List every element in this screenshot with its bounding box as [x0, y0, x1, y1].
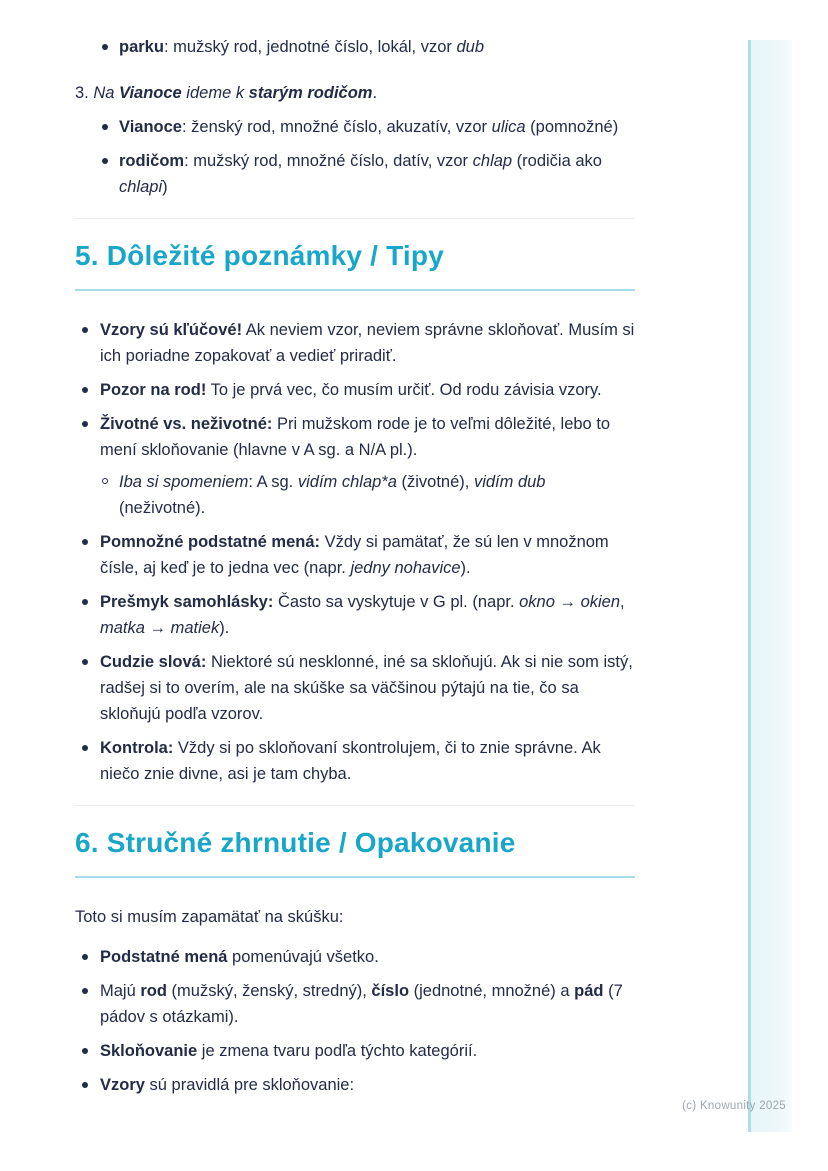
text-run: sú pravidlá pre skloňovanie:	[144, 1076, 355, 1094]
text-run: pomenúvajú všetko.	[227, 948, 379, 966]
bullet-icon	[82, 954, 88, 960]
text-run: rod	[140, 982, 167, 1000]
text-run: Vianoce	[119, 118, 182, 136]
text-run: rodičom	[119, 152, 185, 170]
text-run: číslo	[371, 982, 410, 1000]
text-run: vidím dub	[473, 473, 546, 491]
text-run: Majú	[100, 982, 141, 1000]
section-divider	[75, 218, 635, 219]
list-item	[75, 1072, 635, 1098]
text-run: starým rodičom	[248, 84, 373, 102]
list-item	[75, 1038, 635, 1064]
bullet-icon	[82, 659, 88, 665]
list-item-text	[100, 982, 623, 1026]
text-run: matka	[100, 619, 145, 637]
list-item-text	[119, 118, 618, 136]
text-run: Prešmyk samohlásky:	[100, 593, 274, 611]
text-run: Kontrola:	[100, 739, 174, 757]
list-item	[75, 377, 635, 403]
text-run: Vždy si pamätať, že sú len v množnom čísle, aj keď je to jedna vec (napr.	[100, 533, 609, 577]
list-item	[75, 529, 635, 581]
text-run: chlap	[472, 152, 513, 170]
list-item-text	[119, 38, 484, 56]
list-item-text	[100, 321, 634, 365]
sub-bullet-icon	[102, 478, 108, 484]
list-item-text	[100, 948, 379, 966]
text-run: Vždy si po skloňovaní skontrolujem, či to znie správne. Ak niečo znie divne, asi je tam chyba.	[100, 739, 601, 783]
list-item-text	[100, 593, 625, 637]
bullet-icon	[82, 988, 88, 994]
text-run: Často sa vyskytuje v G pl. (napr.	[273, 593, 520, 611]
text-run: →	[554, 593, 581, 611]
text-run: )	[162, 178, 168, 196]
text-run: .	[372, 84, 378, 102]
list-item-text	[100, 739, 601, 783]
list-item	[75, 148, 635, 200]
text-run: Pomnožné podstatné mená:	[100, 533, 321, 551]
bullet-icon	[82, 1048, 88, 1054]
list-item-text	[100, 1042, 477, 1060]
text-run: (životné),	[396, 473, 474, 491]
text-run: Na	[93, 84, 120, 102]
text-run: ideme k	[181, 84, 249, 102]
section-heading: 5. Dôležité poznámky / Tipy	[75, 237, 635, 291]
bullet-icon	[82, 327, 88, 333]
document-content	[75, 0, 635, 1098]
text-run: Pozor na rod!	[100, 381, 207, 399]
text-run: Cudzie slová:	[100, 653, 207, 671]
text-run: ulica	[491, 118, 526, 136]
text-run: jedny nohavice	[350, 559, 461, 577]
text-run: Pri mužskom rode je to veľmi dôležité, lebo to mení skloňovanie (hlavne v A sg. a N/A pl.).	[100, 415, 611, 459]
list-item	[75, 34, 635, 60]
text-run: vidím chlap*a	[297, 473, 397, 491]
text-run: Iba si spomeniem	[119, 473, 249, 491]
list-item	[75, 978, 635, 1030]
bullet-icon	[82, 745, 88, 751]
list-item-text	[100, 415, 610, 459]
list-item	[75, 469, 635, 521]
bullet-icon	[82, 599, 88, 605]
text-run: Ak neviem vzor, neviem správne skloňovať. Musím si ich poriadne zopakovať a vedieť priradiť.	[100, 321, 635, 365]
text-run: Podstatné mená	[100, 948, 228, 966]
bullet-icon	[102, 44, 108, 50]
list-item-text	[119, 473, 546, 517]
text-run: (rodičia ako	[512, 152, 602, 170]
text-run: Vzory	[100, 1076, 145, 1094]
text-run: Životné vs. neživotné:	[100, 415, 273, 433]
text-run: Vianoce	[119, 84, 182, 102]
text-run: parku	[119, 38, 164, 56]
list-item-text	[100, 381, 602, 399]
text-run: pád	[574, 982, 604, 1000]
text-run: chlapi	[119, 178, 163, 196]
text-run: Niektoré sú nesklonné, iné sa skloňujú. Ak si nie som istý, radšej si to overím, ale na skúške sa väčšinou pýtajú na tie, čo sa skloňujú podľa vzorov.	[100, 653, 633, 723]
text-run: (mužský, ženský, stredný),	[166, 982, 372, 1000]
list-item	[75, 589, 635, 641]
bullet-icon	[82, 1082, 88, 1088]
list-item	[75, 317, 635, 369]
list-item-text	[100, 533, 609, 577]
text-run: ,	[620, 593, 625, 611]
section-heading: 6. Stručné zhrnutie / Opakovanie	[75, 824, 635, 878]
list-item	[75, 735, 635, 787]
list-item-text	[100, 1076, 354, 1094]
text-run: je zmena tvaru podľa týchto kategórií.	[197, 1042, 478, 1060]
text-run: : A sg.	[248, 473, 298, 491]
copyright-watermark: (c) Knowunity 2025	[682, 1100, 786, 1112]
text-run: (7 pádov s otázkami).	[100, 982, 623, 1026]
list-number: 3.	[75, 84, 94, 102]
text-run: okno	[519, 593, 555, 611]
text-run: (neživotné).	[119, 499, 206, 517]
text-run: (jednotné, množné) a	[409, 982, 575, 1000]
text-run: Vzory sú kľúčové!	[100, 321, 243, 339]
bullet-icon	[102, 124, 108, 130]
text-run: : mužský rod, množné číslo, datív, vzor	[184, 152, 473, 170]
list-item-text	[100, 653, 633, 723]
list-item	[75, 411, 635, 463]
text-run: Skloňovanie	[100, 1042, 198, 1060]
paragraph	[75, 904, 635, 930]
bullet-icon	[82, 421, 88, 427]
text-run: (pomnožné)	[525, 118, 619, 136]
text-run: ).	[219, 619, 230, 637]
scrollbar[interactable]	[748, 40, 792, 1132]
bullet-icon	[82, 539, 88, 545]
bullet-icon	[102, 158, 108, 164]
text-run: ).	[460, 559, 471, 577]
list-item	[75, 944, 635, 970]
list-item	[75, 114, 635, 140]
text-run: dub	[456, 38, 485, 56]
text-run: : ženský rod, množné číslo, akuzatív, vzor	[181, 118, 492, 136]
bullet-icon	[82, 387, 88, 393]
list-item-text	[119, 152, 602, 196]
text-run: To je prvá vec, čo musím určiť. Od rodu závisia vzory.	[206, 381, 602, 399]
text-run: : mužský rod, jednotné číslo, lokál, vzor	[163, 38, 457, 56]
text-run: matiek	[170, 619, 220, 637]
sub-list	[75, 469, 635, 521]
text-run: okien	[580, 593, 621, 611]
section-divider	[75, 805, 635, 806]
text-run: →	[144, 619, 171, 637]
list-item	[75, 649, 635, 727]
numbered-list-item	[75, 80, 635, 106]
text-run: Toto si musím zapamätať na skúšku:	[75, 908, 344, 926]
